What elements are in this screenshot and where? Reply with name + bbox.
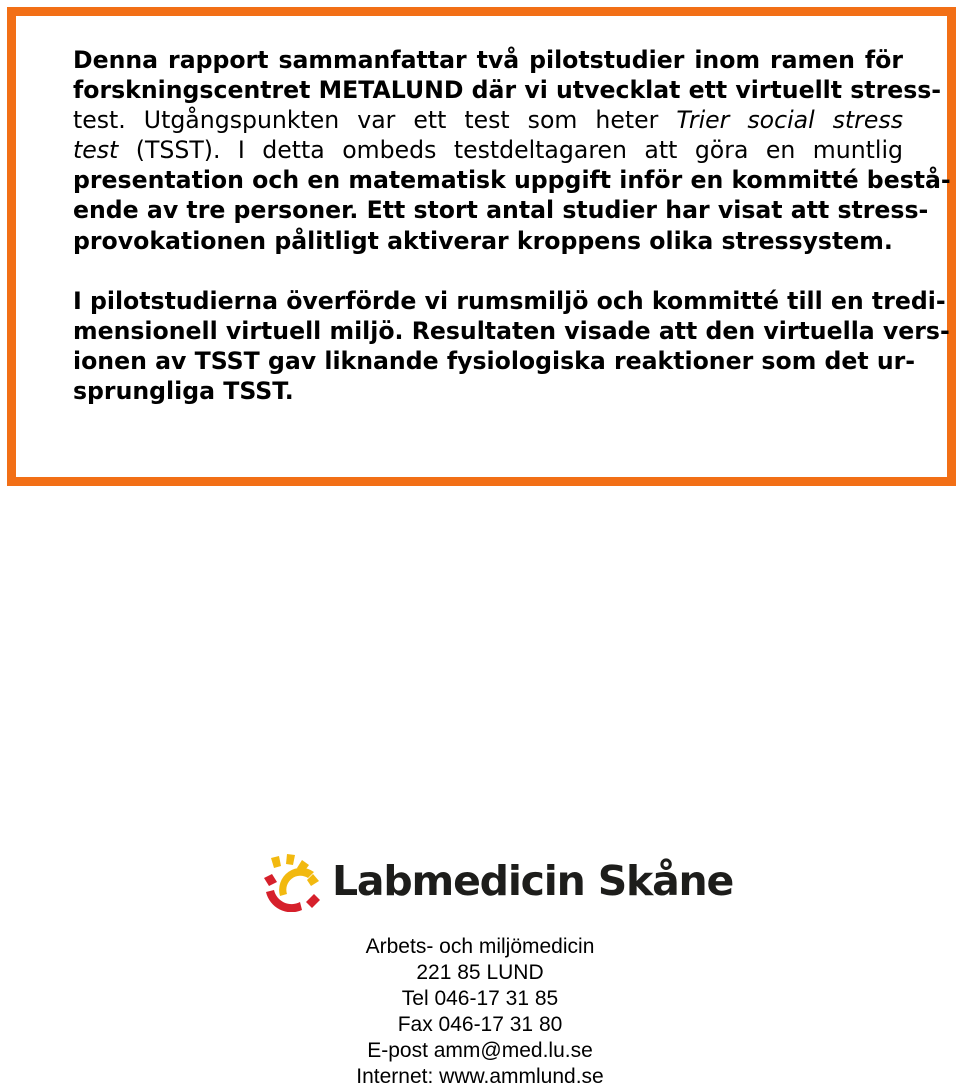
summary-line: mensionell virtuell miljö. Resultaten visade att den virtuella vers- [73,317,950,346]
summary-paragraph-1 [73,45,951,256]
department-name: Arbets- och miljömedicin [365,935,595,958]
postal-address: 221 85 LUND [416,961,544,984]
contact-block [0,934,960,1090]
test-name-italic: Trier social stress [676,106,903,135]
website-address: Internet: www.ammlund.se [356,1065,604,1088]
summary-line: I pilotstudierna överförde vi rumsmiljö och kommitté till en tredi- [73,287,946,315]
summary-line: provokationen pålitligt aktiverar kroppens olika stressystem. [73,226,893,255]
summary-paragraph-2 [73,286,950,406]
email-address: E-post amm@med.lu.se [367,1039,593,1062]
logo-wordmark: Labmedicin Skåne [332,857,734,905]
summary-line: Denna rapport sammanfattar två pilotstudier inom ramen för [73,46,903,74]
fax-number: Fax 046-17 31 80 [397,1013,563,1036]
phone-number: Tel 046-17 31 85 [401,987,559,1010]
summary-line-text: test. Utgångspunkten var ett test som heter [73,106,677,135]
summary-line [73,105,903,135]
labmedicin-emblem-icon [262,852,324,912]
summary-line: forskningscentret METALUND där vi utvecklat ett virtuellt stress- [73,76,942,105]
summary-line [73,135,903,165]
labmedicin-logo [262,852,734,912]
summary-line: ende av tre personer. Ett stort antal studier har visat att stress- [73,196,929,225]
summary-line: presentation och en matematisk uppgift inför en kommitté bestå- [73,166,951,195]
summary-line-text: (TSST). I detta ombeds testdeltagaren att göra en muntlig [118,136,903,165]
summary-line: ionen av TSST gav liknande fysiologiska reaktioner som det ur- [73,347,916,376]
test-name-italic: test [73,136,119,165]
summary-line: sprungliga TSST. [73,377,294,406]
